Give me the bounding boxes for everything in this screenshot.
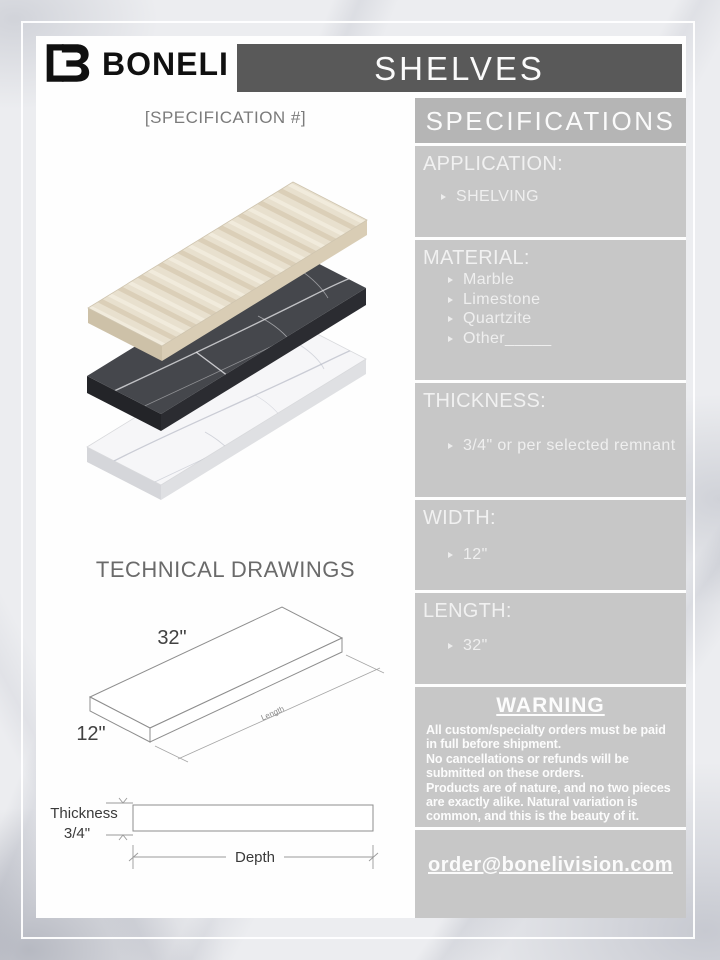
- product-title-bar: SHELVES: [237, 44, 682, 92]
- section-contact: [415, 830, 686, 918]
- boneli-b-mark-icon: [44, 40, 94, 86]
- warning-line: No cancellations or refunds will be submitted on these orders.: [426, 751, 629, 781]
- item-text: 12": [463, 546, 488, 563]
- technical-drawings-title: TECHNICAL DRAWINGS: [95, 557, 356, 582]
- product-slabs-image: [60, 175, 410, 525]
- specifications-panel: [415, 98, 686, 918]
- section-item: [448, 330, 686, 349]
- section-width: [415, 500, 686, 590]
- thickness-label: Thickness: [50, 805, 118, 822]
- bullet-icon: [448, 443, 453, 449]
- section-item: [448, 310, 686, 329]
- specifications-header: SPECIFICATIONS: [415, 98, 686, 143]
- section-thickness: [415, 383, 686, 497]
- contact-email-link[interactable]: order@bonelivision.com: [428, 854, 673, 876]
- item-text: Limestone: [463, 290, 541, 308]
- section-label: APPLICATION:: [423, 153, 563, 175]
- bullet-icon: [448, 552, 453, 558]
- spec-sheet-page: [36, 36, 686, 918]
- section-item: [448, 437, 686, 455]
- item-text: 3/4" or per selected remnant: [463, 437, 676, 454]
- section-application: [415, 146, 686, 237]
- bullet-icon: [448, 643, 453, 649]
- spec-number: [SPECIFICATION #]: [144, 108, 307, 127]
- item-text: Other_____: [463, 329, 552, 347]
- iso-depth-dim: 12": [76, 723, 106, 745]
- bullet-icon: [448, 316, 453, 322]
- section-warning: [415, 687, 686, 827]
- depth-label: Depth: [234, 849, 276, 866]
- section-label: THICKNESS:: [423, 390, 547, 412]
- warning-line: All custom/specialty orders must be paid in full before shipment.: [426, 723, 666, 752]
- item-text: Marble: [463, 271, 515, 288]
- bullet-icon: [448, 336, 453, 342]
- item-text: SHELVING: [456, 188, 539, 205]
- section-material: [415, 240, 686, 380]
- section-label: WIDTH:: [423, 507, 496, 529]
- bullet-icon: [448, 277, 453, 283]
- thickness-value: 3/4": [63, 825, 91, 842]
- side-view-drawing: [44, 790, 389, 875]
- bullet-icon: [448, 297, 453, 303]
- iso-axis-label: Length: [259, 704, 286, 723]
- brand-name: BONELI: [102, 46, 229, 82]
- section-label: MATERIAL:: [423, 247, 530, 269]
- section-item: [441, 188, 686, 206]
- section-item: [448, 637, 686, 655]
- iso-length-dim: 32": [157, 627, 187, 649]
- section-label: LENGTH:: [423, 600, 512, 622]
- bullet-icon: [441, 194, 446, 200]
- warning-line: Products are of nature, and no two pieces are exactly alike. Natural variation is common, and this is the beauty of it.: [426, 780, 671, 824]
- item-text: Quartzite: [463, 310, 532, 327]
- isometric-shelf-drawing: [75, 595, 390, 770]
- warning-text: [415, 718, 686, 824]
- item-text: 32": [463, 637, 488, 654]
- section-item: [448, 546, 686, 564]
- warning-title: WARNING: [496, 694, 605, 717]
- section-item: [448, 291, 686, 310]
- section-item: [448, 271, 686, 290]
- section-length: [415, 593, 686, 684]
